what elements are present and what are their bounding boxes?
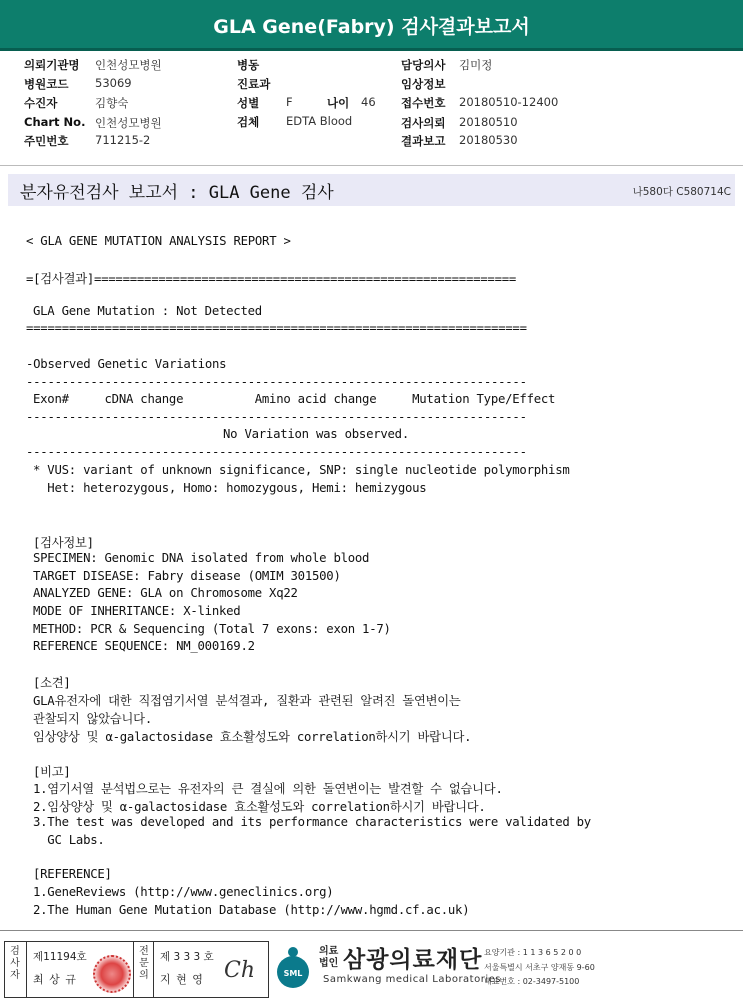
value-chart-no: 인천성모병원 (95, 116, 162, 130)
value-physician: 김미정 (459, 58, 493, 72)
value-patient: 김향숙 (95, 96, 129, 110)
value-resident-no: 711215-2 (95, 133, 151, 147)
inspector-name: 최 상 규 (33, 973, 77, 986)
report-title: GLA Gene(Fabry) 검사결과보고서 (213, 16, 530, 38)
divider (0, 165, 743, 166)
label-patient: 수진자 (24, 96, 58, 110)
report-line: REFERENCE SEQUENCE: NM_000169.2 (33, 639, 255, 653)
label-ward: 병동 (237, 58, 260, 72)
sml-logo (275, 944, 311, 994)
inspector-label: 검사자 (10, 946, 20, 981)
org-type: 의료 법인 (319, 946, 339, 969)
report-line: GLA유전자에 대한 직접염기서열 분석결과, 질환과 관련된 알려진 돌연변이는 (33, 694, 461, 708)
label-hospital-code: 병원코드 (24, 77, 69, 91)
org-phone: 대표번호 : 02-3497-5100 (484, 977, 580, 986)
report-line: 2.The Human Gene Mutation Database (http://www.hgmd.cf.ac.uk) (33, 903, 470, 917)
report-line: Exon# cDNA change Amino acid change Mutation Type/Effect (33, 392, 556, 406)
value-hospital-code: 53069 (95, 76, 132, 90)
label-resident-no: 주민번호 (24, 134, 69, 148)
report-line: [소견] (33, 676, 71, 690)
report-line: 임상양상 및 α-galactosidase 효소활성도와 correlation하시기 바랍니다. (33, 730, 472, 744)
org-name: 삼광의료재단 (343, 947, 483, 973)
report-line: SPECIMEN: Genomic DNA isolated from whole blood (33, 551, 370, 565)
org-institution-code: 요양기관 : 1 1 3 6 5 2 0 0 (484, 948, 582, 957)
label-sex: 성별 (237, 96, 260, 110)
value-request-date: 20180510 (459, 115, 518, 129)
inspector-license-no: 제11194호 (33, 951, 87, 963)
report-line: ---------------------------------------------------------------------- (26, 445, 527, 459)
report-line: METHOD: PCR & Sequencing (Total 7 exons: exon 1-7) (33, 622, 391, 636)
report-line: 3.The test was developed and its performance characteristics were validated by (33, 815, 591, 829)
value-specimen: EDTA Blood (286, 114, 353, 128)
official-seal (93, 955, 131, 993)
report-line: ---------------------------------------------------------------------- (26, 375, 527, 389)
label-report-date: 결과보고 (401, 134, 446, 148)
confirmer-license-no: 제 3 3 3 호 (160, 951, 214, 963)
value-requesting-institution: 인천성모병원 (95, 58, 162, 72)
label-chart-no: Chart No. (24, 115, 86, 129)
label-clinical-info: 임상정보 (401, 77, 446, 91)
report-line: [REFERENCE] (33, 867, 112, 881)
report-line: ANALYZED GENE: GLA on Chromosome Xq22 (33, 586, 298, 600)
value-age: 46 (361, 95, 376, 109)
report-line: No Variation was observed. (223, 427, 409, 441)
svg-text:SML: SML (283, 969, 303, 978)
label-age: 나이 (327, 96, 350, 110)
label-specimen: 검체 (237, 115, 260, 129)
footer-divider (0, 930, 743, 931)
report-line: MODE OF INHERITANCE: X-linked (33, 604, 241, 618)
report-line: 1.염기서열 분석법으로는 유전자의 큰 결실에 의한 돌연변이는 발견할 수 없습니다. (33, 782, 503, 796)
report-line: 2.임상양상 및 α-galactosidase 효소활성도와 correlation하시기 바랍니다. (33, 800, 486, 814)
report-line: ====================================================================== (26, 321, 527, 335)
report-line: * VUS: variant of unknown significance, SNP: single nucleotide polymorphism (33, 463, 570, 477)
confirmer-label: 전문의 (139, 946, 149, 981)
org-english-name: Samkwang medical Laboratories (323, 974, 501, 985)
report-line: [비고] (33, 765, 71, 779)
report-line: =[검사결과]=========================================================== (26, 272, 517, 286)
report-line: GLA Gene Mutation : Not Detected (33, 304, 262, 318)
report-line: 관찰되지 않았습니다. (33, 712, 152, 726)
report-line: Het: heterozygous, Homo: homozygous, Hemi: hemizygous (33, 481, 427, 495)
value-accession-no: 20180510-12400 (459, 95, 559, 109)
label-accession-no: 접수번호 (401, 96, 446, 110)
report-line: < GLA GENE MUTATION ANALYSIS REPORT > (26, 234, 291, 248)
report-line: -Observed Genetic Variations (26, 357, 227, 371)
value-report-date: 20180530 (459, 133, 518, 147)
report-line: [검사정보] (33, 536, 94, 550)
report-line: TARGET DISEASE: Fabry disease (OMIM 301500) (33, 569, 341, 583)
report-line: GC Labs. (33, 833, 105, 847)
label-physician: 담당의사 (401, 58, 446, 72)
org-address: 서울특별시 서초구 양재동 9-60 (484, 963, 595, 972)
report-section-title: 분자유전검사 보고서 : GLA Gene 검사 (20, 183, 334, 203)
report-code: 나580다 C580714C (632, 186, 731, 198)
handwritten-signature: Ch (224, 958, 256, 983)
label-department: 진료과 (237, 77, 271, 91)
value-sex: F (286, 95, 293, 109)
label-request-date: 검사의뢰 (401, 116, 446, 130)
report-line: 1.GeneReviews (http://www.geneclinics.org) (33, 885, 334, 899)
label-requesting-institution: 의뢰기관명 (24, 58, 80, 72)
report-line: ---------------------------------------------------------------------- (26, 410, 527, 424)
confirmer-name: 지 현 영 (160, 973, 204, 986)
